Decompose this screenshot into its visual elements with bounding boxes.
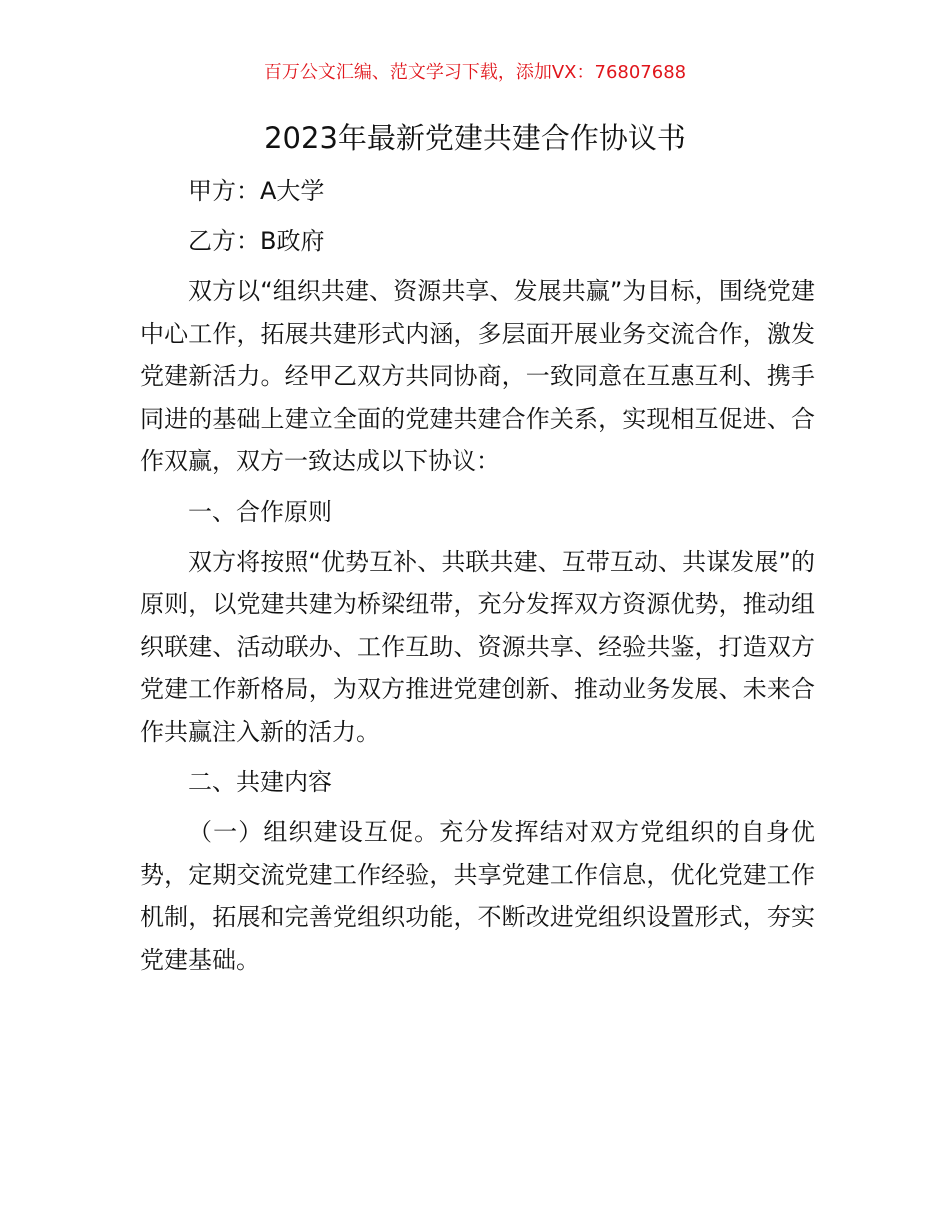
section2-item1-paragraph: （一）组织建设互促。充分发挥结对双方党组织的自身优势，定期交流党建工作经验，共享党建工作信息，优化党建工作机制，拓展和完善党组织功能，不断改进党组织设置形式，夯实党建基础。 xyxy=(140,818,815,974)
document-body xyxy=(140,170,815,981)
section1-heading: 一、合作原则 xyxy=(188,497,332,526)
intro-paragraph: 双方以“组织共建、资源共享、发展共赢”为目标，围绕党建中心工作，拓展共建形式内涵，多层面开展业务交流合作，激发党建新活力。经甲乙双方共同协商，一致同意在互惠互利、携手同进的基础上建立全面的党建共建合作关系，实现相互促进、合作双赢，双方一致达成以下协议： xyxy=(140,277,815,475)
party-b: 乙方：B政府 xyxy=(188,227,325,255)
watermark-header: 百万公文汇编、范文学习下载，添加VX：76807688 xyxy=(263,62,687,83)
party-a: 甲方：A大学 xyxy=(188,177,325,205)
document-title: 2023年最新党建共建合作协议书 xyxy=(264,121,686,155)
section2-heading: 二、共建内容 xyxy=(188,768,332,796)
section1-paragraph: 双方将按照“优势互补、共联共建、互带互动、共谋发展”的原则，以党建共建为桥梁纽带，充分发挥双方资源优势，推动组织联建、活动联办、工作互助、资源共享、经验共鉴，打造双方党建工作新格局，为双方推进党建创新、推动业务发展、未来合作共赢注入新的活力。 xyxy=(140,547,815,746)
